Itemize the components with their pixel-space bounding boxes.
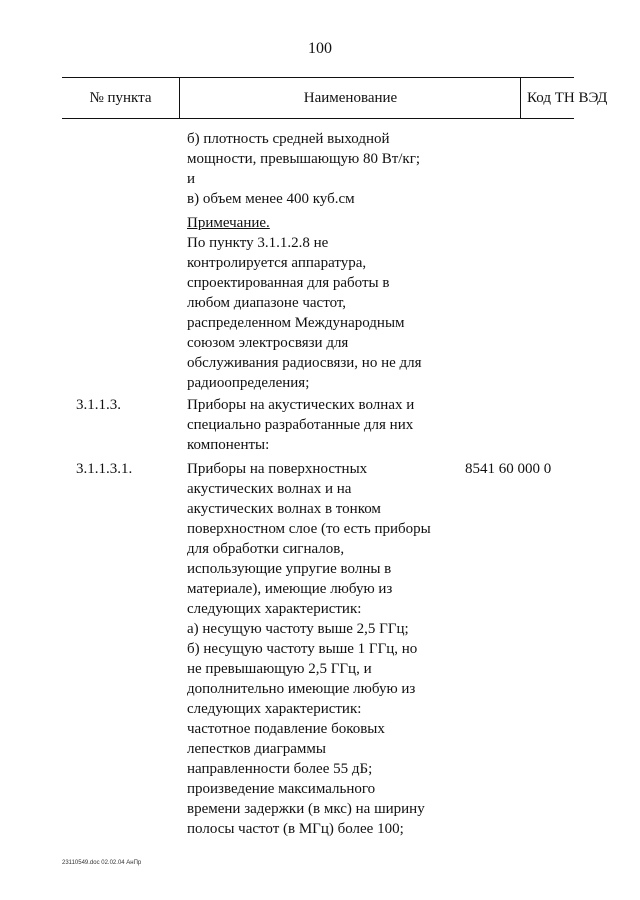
text-line: акустических волнах и на bbox=[187, 481, 352, 497]
text-line: и bbox=[187, 171, 196, 187]
text-line: направленности более 55 дБ; bbox=[187, 761, 373, 777]
note-block bbox=[187, 213, 457, 393]
document-footer: 23110549.doc 02.02.04 АнПр bbox=[62, 860, 142, 866]
text-line: б) плотность средней выходной bbox=[187, 131, 390, 147]
note-line: обслуживания радиосвязи, но не для bbox=[187, 355, 422, 371]
text-line: б) несущую частоту выше 1 ГГц, но bbox=[187, 641, 418, 657]
text-line: дополнительно имеющие любую из bbox=[187, 681, 416, 697]
item-number: 3.1.1.3.1. bbox=[76, 461, 133, 477]
continuation-text bbox=[187, 129, 457, 209]
note-line: контролируется аппаратура, bbox=[187, 255, 367, 271]
text-line: следующих характеристик: bbox=[187, 601, 362, 617]
text-line: компоненты: bbox=[187, 437, 270, 453]
item-number: 3.1.1.3. bbox=[76, 397, 121, 413]
item-name bbox=[187, 459, 457, 839]
column-header-name: Наименование bbox=[179, 78, 521, 118]
text-line: поверхностном слое (то есть приборы bbox=[187, 521, 431, 537]
item-code: 8541 60 000 0 bbox=[465, 461, 552, 477]
text-line: следующих характеристик: bbox=[187, 701, 362, 717]
note-title: Примечание. bbox=[187, 215, 270, 231]
text-line: Приборы на акустических волнах и bbox=[187, 397, 415, 413]
text-line: полосы частот (в МГц) более 100; bbox=[187, 821, 404, 837]
text-line: в) объем менее 400 куб.см bbox=[187, 191, 355, 207]
text-line: мощности, превышающую 80 Вт/кг; bbox=[187, 151, 421, 167]
text-line: произведение максимального bbox=[187, 781, 376, 797]
text-line: а) несущую частоту выше 2,5 ГГц; bbox=[187, 621, 409, 637]
text-line: Приборы на поверхностных bbox=[187, 461, 368, 477]
note-line: радиоопределения; bbox=[187, 375, 310, 391]
text-line: времени задержки (в мкс) на ширину bbox=[187, 801, 425, 817]
text-line: для обработки сигналов, bbox=[187, 541, 345, 557]
item-name bbox=[187, 395, 457, 455]
text-line: частотное подавление боковых bbox=[187, 721, 385, 737]
note-line: спроектированная для работы в bbox=[187, 275, 390, 291]
table-header bbox=[62, 77, 608, 119]
text-line: не превышающую 2,5 ГГц, и bbox=[187, 661, 372, 677]
text-line: материале), имеющие любую из bbox=[187, 581, 393, 597]
note-line: союзом электросвязи для bbox=[187, 335, 349, 351]
page-number: 100 bbox=[308, 40, 332, 57]
column-header-code: Код ТН ВЭД bbox=[520, 78, 581, 118]
text-line: использующие упругие волны в bbox=[187, 561, 392, 577]
text-line: лепестков диаграммы bbox=[187, 741, 326, 757]
text-line: специально разработанные для них bbox=[187, 417, 414, 433]
note-line: любом диапазоне частот, bbox=[187, 295, 347, 311]
note-line: По пункту 3.1.1.2.8 не bbox=[187, 235, 329, 251]
text-line: акустических волнах в тонком bbox=[187, 501, 381, 517]
note-line: распределенном Международным bbox=[187, 315, 405, 331]
column-header-number: № пункта bbox=[89, 90, 152, 106]
